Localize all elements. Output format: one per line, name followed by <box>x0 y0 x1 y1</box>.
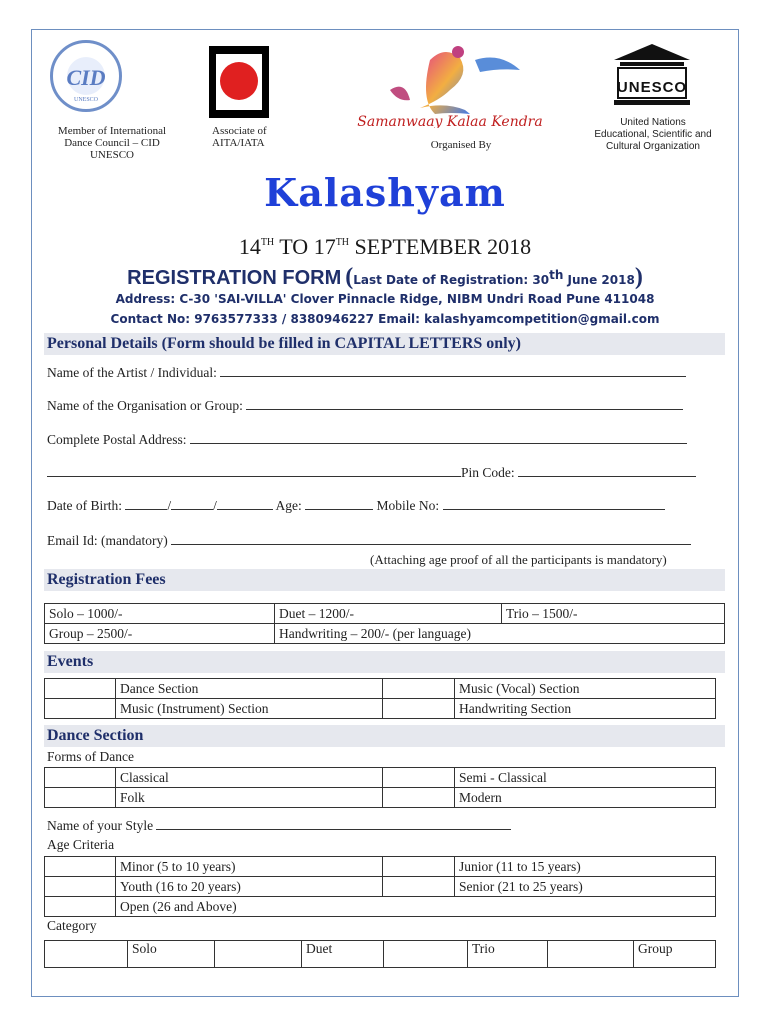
unesco-logo <box>612 42 692 107</box>
table-cell: Music (Vocal) Section <box>455 679 716 699</box>
address-input[interactable] <box>190 433 687 444</box>
start-day: 14 <box>238 234 261 259</box>
last-date-label: Last Date of Registration: 30 <box>353 273 550 287</box>
dob-sep: / <box>167 498 172 513</box>
contact-line: Contact No: 9763577333 / 8380946227 Email: kalashyamcompetition@gmail.com <box>110 312 660 326</box>
table-row <box>45 877 716 897</box>
last-date-suffix: th <box>549 268 564 282</box>
aita-logo <box>209 46 269 118</box>
unesco-caption-line: United Nations <box>620 117 686 128</box>
age-label: Age: <box>275 498 302 513</box>
dob-label: Date of Birth: <box>47 498 122 513</box>
checkbox-cell[interactable] <box>45 699 116 719</box>
table-cell: Solo <box>128 941 215 968</box>
table-row <box>45 699 716 719</box>
end-day-suffix: TH <box>335 237 350 248</box>
style-input[interactable] <box>156 819 511 830</box>
forms-of-dance-label: Forms of Dance <box>47 749 134 764</box>
table-cell: Open (26 and Above) <box>116 897 716 917</box>
checkbox-cell[interactable] <box>45 679 116 699</box>
checkbox-cell[interactable] <box>548 941 634 968</box>
forms-table <box>44 767 716 808</box>
checkbox-cell[interactable] <box>383 857 455 877</box>
pin-input[interactable] <box>518 466 696 477</box>
table-cell: Trio <box>468 941 548 968</box>
table-cell: Handwriting – 200/- (per language) <box>275 624 725 644</box>
artist-name-input[interactable] <box>220 366 686 377</box>
dob-field <box>47 498 665 514</box>
table-cell: Duet <box>302 941 384 968</box>
organisation-label: Name of the Organisation or Group: <box>47 398 243 413</box>
age-proof-note: (Attaching age proof of all the participants is mandatory) <box>370 552 667 567</box>
age-table <box>44 856 716 917</box>
table-row <box>45 941 716 968</box>
cid-logo-subtext: UNESCO <box>73 97 98 103</box>
table-cell: Folk <box>116 788 383 808</box>
table-cell: Minor (5 to 10 years) <box>116 857 383 877</box>
month-year: SEPTEMBER 2018 <box>354 234 532 259</box>
last-date-rest: June 2018 <box>563 273 635 287</box>
cid-caption <box>47 125 177 161</box>
table-cell: Senior (21 to 25 years) <box>455 877 716 897</box>
artist-name-field <box>47 365 686 381</box>
mobile-label: Mobile No: <box>376 498 440 513</box>
organiser-logo <box>350 40 550 128</box>
table-cell: Solo – 1000/- <box>45 604 275 624</box>
table-row <box>45 768 716 788</box>
organiser-caption: Organised By <box>430 139 492 151</box>
table-cell: Group – 2500/- <box>45 624 275 644</box>
age-input[interactable] <box>305 499 373 510</box>
checkbox-cell[interactable] <box>384 941 468 968</box>
table-cell: Junior (11 to 15 years) <box>455 857 716 877</box>
dob-sep: / <box>213 498 217 513</box>
category-label: Category <box>47 918 97 933</box>
checkbox-cell[interactable] <box>383 768 455 788</box>
checkbox-cell[interactable] <box>383 699 455 719</box>
table-cell: Modern <box>455 788 716 808</box>
table-row <box>45 857 716 877</box>
checkbox-cell[interactable] <box>45 877 116 897</box>
cid-caption-line: UNESCO <box>89 149 134 161</box>
checkbox-cell[interactable] <box>383 788 455 808</box>
checkbox-cell[interactable] <box>45 897 116 917</box>
cid-caption-line: Member of International <box>57 125 167 137</box>
table-cell: Dance Section <box>116 679 383 699</box>
event-dates <box>0 234 770 260</box>
table-row <box>45 679 716 699</box>
aita-caption <box>212 125 282 149</box>
table-cell: Classical <box>116 768 383 788</box>
registration-title: REGISTRATION FORM (Last Date of Registration: 30th June 2018) <box>127 264 643 290</box>
email-input[interactable] <box>171 534 691 545</box>
table-cell: Music (Instrument) Section <box>116 699 383 719</box>
table-row <box>45 604 725 624</box>
fees-table <box>44 603 725 644</box>
unesco-caption-line: Cultural Organization <box>606 141 700 152</box>
organisation-input[interactable] <box>246 399 683 410</box>
table-row <box>45 624 725 644</box>
unesco-logo-text: UNESCO <box>616 79 688 96</box>
events-table <box>44 678 716 719</box>
category-table <box>44 940 716 968</box>
date-to: TO <box>279 234 309 259</box>
table-cell: Group <box>634 941 716 968</box>
address-field <box>47 432 687 448</box>
dob-day-input[interactable] <box>125 499 167 510</box>
cid-caption-line: Dance Council – CID <box>64 137 160 149</box>
registration-fees-heading: Registration Fees <box>44 569 725 591</box>
form-title: REGISTRATION FORM <box>127 267 342 289</box>
aita-caption-line: AITA/IATA <box>212 137 265 149</box>
personal-details-heading: Personal Details (Form should be filled in CAPITAL LETTERS only) <box>44 333 725 355</box>
table-cell: Handwriting Section <box>455 699 716 719</box>
address-line: Address: C-30 'SAI-VILLA' Clover Pinnacle Ridge, NIBM Undri Road Pune 411048 <box>115 292 655 306</box>
event-title: Kalashyam <box>264 170 506 215</box>
style-label: Name of your Style <box>47 818 154 833</box>
organisation-field <box>47 398 683 414</box>
aita-caption-line: Associate of <box>212 125 267 137</box>
checkbox-cell[interactable] <box>45 768 116 788</box>
email-field <box>47 533 691 549</box>
artist-name-label: Name of the Artist / Individual: <box>47 365 217 380</box>
unesco-caption-line: Educational, Scientific and <box>594 129 712 140</box>
address-line2-field <box>47 465 696 481</box>
table-cell: Trio – 1500/- <box>502 604 725 624</box>
cid-logo <box>50 40 122 112</box>
events-heading: Events <box>44 651 725 673</box>
cid-logo-text: CID <box>66 65 106 90</box>
style-field <box>47 818 511 834</box>
table-cell: Semi - Classical <box>455 768 716 788</box>
address-label: Complete Postal Address: <box>47 432 187 447</box>
checkbox-cell[interactable] <box>45 941 128 968</box>
start-day-suffix: TH <box>260 237 275 248</box>
organiser-logo-text: Samanwaay Kalaa Kendra <box>357 114 543 128</box>
email-label: Email Id: (mandatory) <box>47 533 168 548</box>
checkbox-cell[interactable] <box>45 857 116 877</box>
mobile-input[interactable] <box>443 499 665 510</box>
checkbox-cell[interactable] <box>215 941 302 968</box>
checkbox-cell[interactable] <box>383 679 455 699</box>
age-criteria-label: Age Criteria <box>47 837 115 852</box>
table-row <box>45 788 716 808</box>
table-cell: Duet – 1200/- <box>275 604 502 624</box>
pin-label: Pin Code: <box>461 465 515 480</box>
end-day: 17 <box>313 234 336 259</box>
unesco-caption <box>578 117 728 153</box>
checkbox-cell[interactable] <box>45 788 116 808</box>
table-row <box>45 897 716 917</box>
table-cell: Youth (16 to 20 years) <box>116 877 383 897</box>
dob-year-input[interactable] <box>217 499 273 510</box>
dob-month-input[interactable] <box>171 499 213 510</box>
address-line2-input[interactable] <box>47 466 461 477</box>
checkbox-cell[interactable] <box>383 877 455 897</box>
dance-section-heading: Dance Section <box>44 725 725 747</box>
